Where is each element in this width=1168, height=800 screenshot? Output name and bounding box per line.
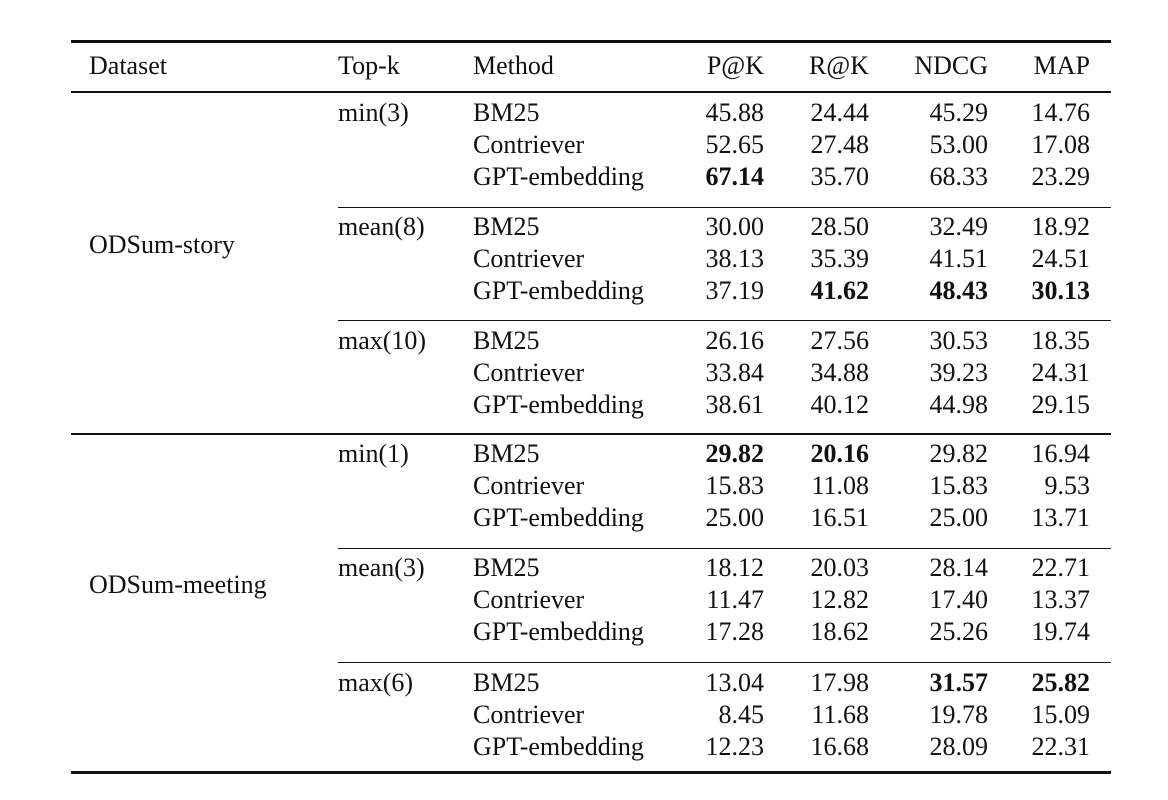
cell-pk: 38.13: [705, 244, 764, 273]
header-method: Method: [473, 51, 554, 80]
cell-ndcg: 30.53: [929, 326, 988, 355]
header-ndcg: NDCG: [914, 51, 988, 80]
cell-method: GPT-embedding: [473, 276, 644, 305]
cell-pk: 8.45: [718, 700, 764, 729]
header-topk: Top-k: [338, 51, 400, 80]
cell-rk: 27.56: [810, 326, 869, 355]
cell-ndcg: 28.09: [929, 732, 988, 761]
cell-method: BM25: [473, 212, 540, 241]
cell-method: Contriever: [473, 244, 585, 273]
cell-map: 18.35: [1031, 326, 1090, 355]
cell-method: Contriever: [473, 700, 585, 729]
header-rk: R@K: [808, 51, 869, 80]
cell-map: 16.94: [1031, 439, 1090, 468]
cell-map: 22.71: [1031, 553, 1090, 582]
cell-pk: 52.65: [705, 130, 764, 159]
cell-ndcg: 25.26: [929, 617, 988, 646]
cell-pk: 33.84: [705, 358, 764, 387]
group-rule: [338, 662, 1111, 663]
cell-ndcg: 48.43: [929, 276, 988, 305]
cell-map: 14.76: [1031, 98, 1090, 127]
cell-map: 15.09: [1031, 700, 1090, 729]
cell-method: Contriever: [473, 130, 585, 159]
cell-ndcg: 29.82: [929, 439, 988, 468]
cell-map: 19.74: [1031, 617, 1090, 646]
cell-ndcg: 68.33: [929, 162, 988, 191]
cell-ndcg: 45.29: [929, 98, 988, 127]
cell-map: 18.92: [1031, 212, 1090, 241]
top-rule: [71, 40, 1111, 43]
cell-rk: 20.16: [810, 439, 869, 468]
cell-ndcg: 15.83: [929, 471, 988, 500]
cell-map: 13.71: [1031, 503, 1090, 532]
cell-rk: 34.88: [810, 358, 869, 387]
cell-rk: 11.08: [811, 471, 869, 500]
group-rule: [338, 320, 1111, 321]
cell-method: GPT-embedding: [473, 503, 644, 532]
cell-map: 29.15: [1031, 390, 1090, 419]
cell-ndcg: 53.00: [929, 130, 988, 159]
cell-rk: 16.68: [810, 732, 869, 761]
cell-method: GPT-embedding: [473, 732, 644, 761]
cell-ndcg: 28.14: [929, 553, 988, 582]
dataset-label: ODSum-story: [89, 230, 235, 259]
cell-map: 9.53: [1044, 471, 1090, 500]
cell-rk: 12.82: [810, 585, 869, 614]
header-dataset: Dataset: [89, 51, 167, 80]
topk-label: mean(8): [338, 212, 425, 241]
cell-ndcg: 41.51: [929, 244, 988, 273]
dataset-rule: [71, 433, 1111, 435]
cell-rk: 17.98: [810, 668, 869, 697]
cell-method: Contriever: [473, 471, 585, 500]
topk-label: min(3): [338, 98, 409, 127]
topk-label: mean(3): [338, 553, 425, 582]
bottom-rule: [71, 771, 1111, 774]
cell-method: BM25: [473, 439, 540, 468]
cell-map: 22.31: [1031, 732, 1090, 761]
cell-map: 23.29: [1031, 162, 1090, 191]
cell-pk: 67.14: [705, 162, 764, 191]
cell-map: 13.37: [1031, 585, 1090, 614]
topk-label: min(1): [338, 439, 409, 468]
cell-method: BM25: [473, 98, 540, 127]
cell-method: BM25: [473, 553, 540, 582]
header-map: MAP: [1033, 51, 1090, 80]
cell-ndcg: 19.78: [929, 700, 988, 729]
cell-ndcg: 39.23: [929, 358, 988, 387]
cell-rk: 11.68: [811, 700, 869, 729]
cell-pk: 26.16: [705, 326, 764, 355]
cell-rk: 16.51: [810, 503, 869, 532]
cell-map: 30.13: [1031, 276, 1090, 305]
group-rule: [338, 207, 1111, 208]
cell-rk: 35.70: [810, 162, 869, 191]
topk-label: max(6): [338, 668, 414, 697]
cell-method: GPT-embedding: [473, 390, 644, 419]
header-rule: [71, 91, 1111, 93]
cell-method: BM25: [473, 668, 540, 697]
cell-method: Contriever: [473, 358, 585, 387]
cell-pk: 37.19: [705, 276, 764, 305]
cell-ndcg: 17.40: [929, 585, 988, 614]
cell-pk: 29.82: [705, 439, 764, 468]
cell-ndcg: 44.98: [929, 390, 988, 419]
cell-pk: 13.04: [705, 668, 764, 697]
cell-method: BM25: [473, 326, 540, 355]
cell-pk: 15.83: [705, 471, 764, 500]
cell-rk: 40.12: [810, 390, 869, 419]
cell-rk: 24.44: [810, 98, 869, 127]
cell-ndcg: 32.49: [929, 212, 988, 241]
cell-pk: 45.88: [705, 98, 764, 127]
cell-pk: 11.47: [706, 585, 764, 614]
cell-rk: 20.03: [810, 553, 869, 582]
cell-rk: 28.50: [810, 212, 869, 241]
cell-rk: 27.48: [810, 130, 869, 159]
cell-pk: 18.12: [705, 553, 764, 582]
cell-rk: 18.62: [810, 617, 869, 646]
cell-method: Contriever: [473, 585, 585, 614]
cell-map: 17.08: [1031, 130, 1090, 159]
cell-map: 24.31: [1031, 358, 1090, 387]
cell-rk: 35.39: [810, 244, 869, 273]
header-pk: P@K: [706, 51, 764, 80]
topk-label: max(10): [338, 326, 427, 355]
cell-pk: 17.28: [705, 617, 764, 646]
cell-map: 24.51: [1031, 244, 1090, 273]
cell-rk: 41.62: [810, 276, 869, 305]
dataset-label: ODSum-meeting: [89, 570, 267, 599]
cell-ndcg: 31.57: [929, 668, 988, 697]
cell-pk: 30.00: [705, 212, 764, 241]
cell-method: GPT-embedding: [473, 162, 644, 191]
cell-pk: 25.00: [705, 503, 764, 532]
cell-method: GPT-embedding: [473, 617, 644, 646]
cell-map: 25.82: [1031, 668, 1090, 697]
group-rule: [338, 548, 1111, 549]
cell-pk: 12.23: [705, 732, 764, 761]
cell-pk: 38.61: [705, 390, 764, 419]
cell-ndcg: 25.00: [929, 503, 988, 532]
